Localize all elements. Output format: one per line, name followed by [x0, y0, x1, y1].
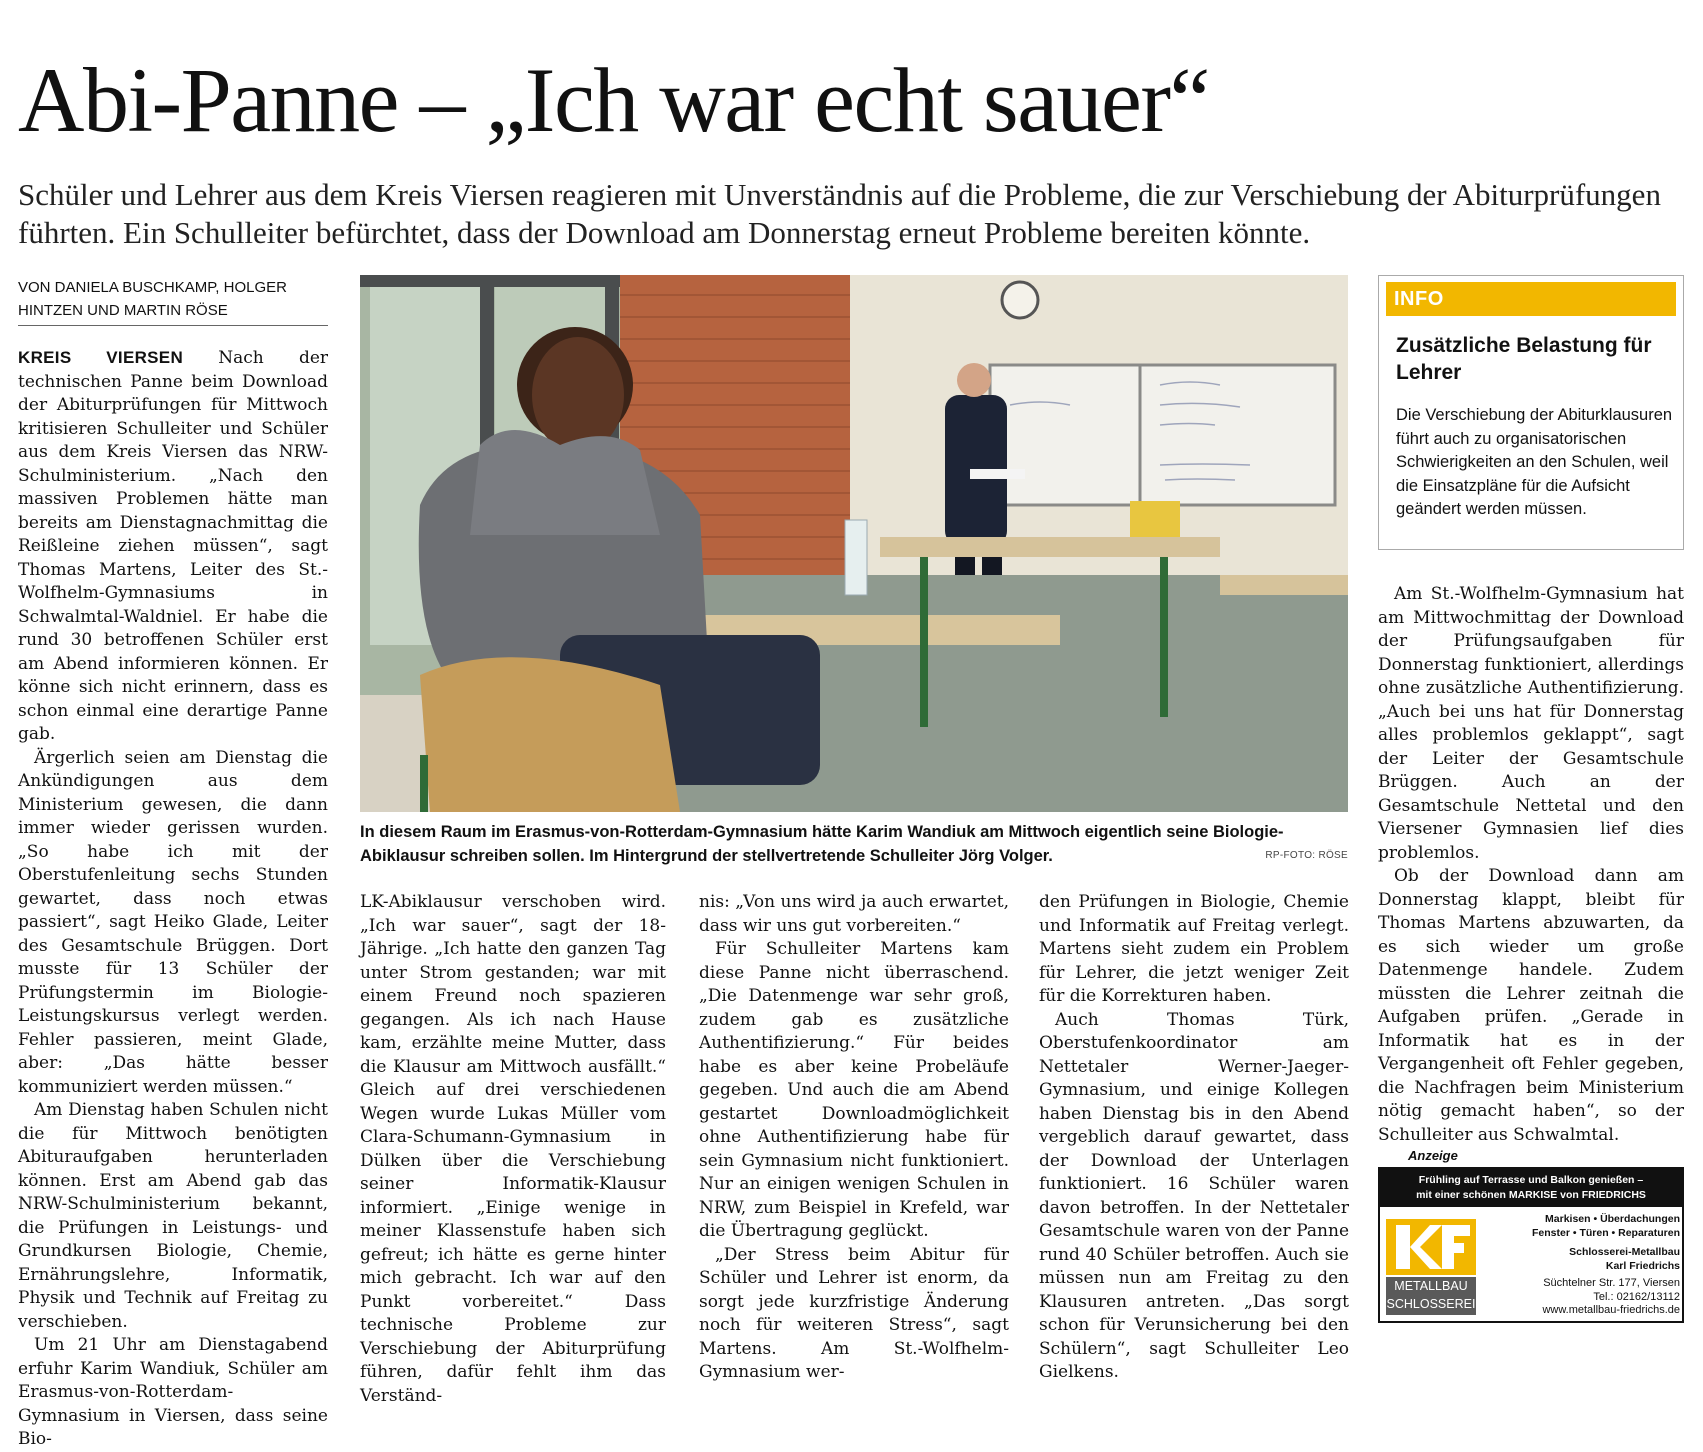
classroom-photo [360, 275, 1348, 812]
paragraph: nis: „Von uns wird ja auch erwartet, dass wir uns gut vorbereiten.“ [699, 892, 1009, 936]
ad-line: Fenster • Türen • Reparaturen [1532, 1226, 1680, 1239]
article-column-4 [1039, 891, 1349, 1385]
paragraph: „Der Stress beim Abitur für Schüler und Lehrer ist enorm, da sorgt jede kurzfristige Änderung noch für weiteren Stress“, sagt Martens. Am St.-Wolfhelm-Gymnasium wer- [699, 1244, 1009, 1382]
article-column-5 [1378, 583, 1684, 1147]
logo-text [1386, 1277, 1476, 1313]
paragraph: Um 21 Uhr am Dienstagabend erfuhr Karim Wandiuk, Schüler am Erasmus-von-Rotterdam-Gymnasium in Viersen, dass seine Bio- [18, 1335, 328, 1449]
paragraph: LK-Abiklausur verschoben wird. „Ich war sauer“, sagt der 18-Jährige. „Ich hatte den ganzen Tag unter Strom gestanden; war mit einem Freund noch spazieren gegangen. Als ich nach Hause kam, erzählte meine Mutter, dass die Klausur am Mittwoch ausfällt.“ Gleich auf drei verschiedenen Wegen wurde Lukas Müller vom Clara-Schumann-Gymnasium in Dülken über die Verschiebung seiner Informatik-Klausur informiert. „Einige wenige in meiner Klassenstufe haben sich gefreut; ich hätte es gerne hinter mich gebracht. Ich war auf den Punkt vorbereitet.“ Dass technische Probleme zur Verschiebung der Abiturprüfung führen, dafür fehlt ihm das Verständ- [360, 892, 666, 1406]
info-title: Zusätzliche Belastung für Lehrer [1396, 334, 1652, 384]
ad-address: Süchtelner Str. 177, Viersen [1543, 1277, 1680, 1289]
ad-line: Markisen • Überdachungen [1545, 1213, 1680, 1225]
article-column-3 [699, 891, 1009, 1385]
logo-line: SCHLOSSEREI [1386, 1297, 1476, 1311]
info-tag: INFO [1386, 282, 1676, 316]
paragraph: Am Dienstag haben Schulen nicht die für Mittwoch benötigten Abituraufgaben herunterladen können. Erst am Abend gab das NRW-Schulministerium bekannt, die Prüfungen in Leistungs- und Grundkursen Biologie, Chemie, Ernährungslehre, Informatik, Physik und Technik auf Freitag zu verschieben. [18, 1100, 328, 1332]
paragraph-text: Nach der technischen Panne beim Download der Abiturprüfungen für Mittwoch kritisieren Schulleiter und Schüler aus dem Kreis Viersen das NRW-Schulministerium. „Nach den massiven Problemen hätte man bereits am Dienstagnachmittag die Reißleine ziehen müssen“, sagt Thomas Martens, Leiter des St.-Wolfhelm-Gymnasiums in Schwalmtal-Waldniel. Er habe die rund 30 betroffenen Schüler erst am Abend informieren können. Er könne sich nicht erinnern, dass es schon einmal eine derartige Panne gab. [18, 348, 329, 744]
paragraph: Am St.-Wolfhelm-Gymnasium hat am Mittwochmittag der Download der Prüfungsaufgaben für Donnerstag funktioniert, allerdings ohne zusätzliche Authentifizierung. „Auch bei uns hat für Donnerstag alles problemlos geklappt“, sagt der Leiter der Gesamtschule Brüggen. Auch an der Gesamtschule Nettetal und den Viersener Gymnasien lief dies problemlos. [1378, 584, 1684, 863]
info-body: Die Verschiebung der Abiturklausuren führt auch zu organisatorischen Schwierigkeiten an den Schulen, weil die Einsatzpläne für die Aufsicht geändert werden müssen. [1396, 406, 1673, 518]
ad-services [1484, 1213, 1680, 1273]
article-column-1 [18, 346, 328, 1452]
dateline: KREIS VIERSEN [18, 348, 184, 367]
ad-website[interactable]: www.metallbau-friedrichs.de [1542, 1304, 1680, 1316]
article-photo [360, 275, 1348, 812]
photo-caption: In diesem Raum im Erasmus-von-Rotterdam-Gymnasium hätte Karim Wandiuk am Mittwoch eigentlich seine Biologie-Abiklausur schreiben sollen. Im Hintergrund der stellvertretende Schulleiter Jörg Volger. [360, 823, 1284, 865]
logo-line: METALLBAU [1394, 1279, 1468, 1293]
ad-label-text: Anzeige [1378, 1148, 1464, 1163]
company-logo [1386, 1219, 1476, 1315]
paragraph: Auch Thomas Türk, Oberstufenkoordinator am Nettetaler Werner-Jaeger-Gymnasium, und einige Kollegen haben Dienstag bis in den Abend vergeblich darauf gewartet, dass der Download der Unterlagen funktioniert. 16 Schüler waren davon betroffen. In der Nettetaler Gesamtschule waren von der Panne rund 40 Schüler betroffen. Auch sie müssen nun am Freitag zu den Klausuren antreten. „Das sorgt schon für Verunsicherung bei den Schülern“, sagt Schulleiter Leo Gielkens. [1039, 1009, 1349, 1382]
paragraph: den Prüfungen in Biologie, Chemie und Informatik auf Freitag verlegt. Martens sieht zudem ein Problem für Lehrer, die jetzt weniger Zeit für die Korrekturen haben. [1039, 892, 1349, 1006]
paragraph: Ob der Download dann am Donnerstag klappt, bleibt für Thomas Martens abzuwarten, da es sich wieder um große Datenmenge handele. Zudem müssten die Lehrer zeitnah die Aufgaben prüfen. „Gerade in Informatik hat es in der Vergangenheit oft Fehler gegeben, die Nachfragen beim Ministerium nötig gemacht haben“, so der Schulleiter aus Schwalmtal. [1378, 866, 1684, 1145]
ad-line: Karl Friedrichs [1605, 1259, 1680, 1272]
byline: VON DANIELA BUSCHKAMP, HOLGER HINTZEN UND MARTIN RÖSE [18, 276, 328, 326]
ad-headline-line: Frühling auf Terrasse und Balkon genießen – [1418, 1174, 1644, 1186]
paragraph [18, 346, 328, 747]
headline: Abi-Panne – „Ich war echt sauer“ [18, 49, 1209, 151]
paragraph: Für Schulleiter Martens kam diese Panne nicht überraschend. „Die Datenmenge war sehr groß, zudem gab es zusätzliche Authentifizierung.“ Für beides habe es aber keine Probeläufe gegeben. Und auch die am Abend gestartet Downloadmöglichkeit ohne Authentifizierung habe für sein Gymnasium nicht funktioniert. Nur an einigen wenigen Schulen in NRW, zum Beispiel in Krefeld, war die Übertragung geglückt. [699, 939, 1009, 1241]
ad-line: Schlosserei-Metallbau [1569, 1246, 1680, 1258]
photo-credit: RP-FOTO: RÖSE [1265, 850, 1348, 861]
ad-label [1378, 1148, 1684, 1166]
subheadline: Schüler und Lehrer aus dem Kreis Viersen reagieren mit Unverständnis auf die Probleme, die zur Verschiebung der Abiturprüfungen führten. Ein Schulleiter befürchtet, dass der Download am Donnerstag erneut Probleme bereiten könnte. [18, 177, 1661, 250]
ad-contact [1484, 1277, 1680, 1318]
ad-headline [1380, 1169, 1682, 1207]
info-box [1378, 275, 1684, 550]
paragraph: Ärgerlich seien am Dienstag die Ankündigungen aus dem Ministerium gewesen, die dann immer wieder gerissen wurden. „So habe ich mit der Oberstufenleitung sechs Stunden gewartet, dass noch etwas passiert“, sagt Heiko Glade, Leiter des Gesamtschule Brüggen. Dort musste für 13 Schüler der Prüfungstermin im Biologie-Leistungskursus verlegt werden. Fehler passieren, meint Glade, aber: „Das hätte besser kommuniziert werden müssen.“ [18, 747, 328, 1097]
advertisement[interactable] [1378, 1167, 1684, 1323]
ad-headline-line: mit einer schönen MARKISE von FRIEDRICHS [1416, 1189, 1646, 1201]
ad-phone: Tel.: 02162/13112 [1593, 1290, 1680, 1303]
article-column-2 [360, 891, 666, 1408]
